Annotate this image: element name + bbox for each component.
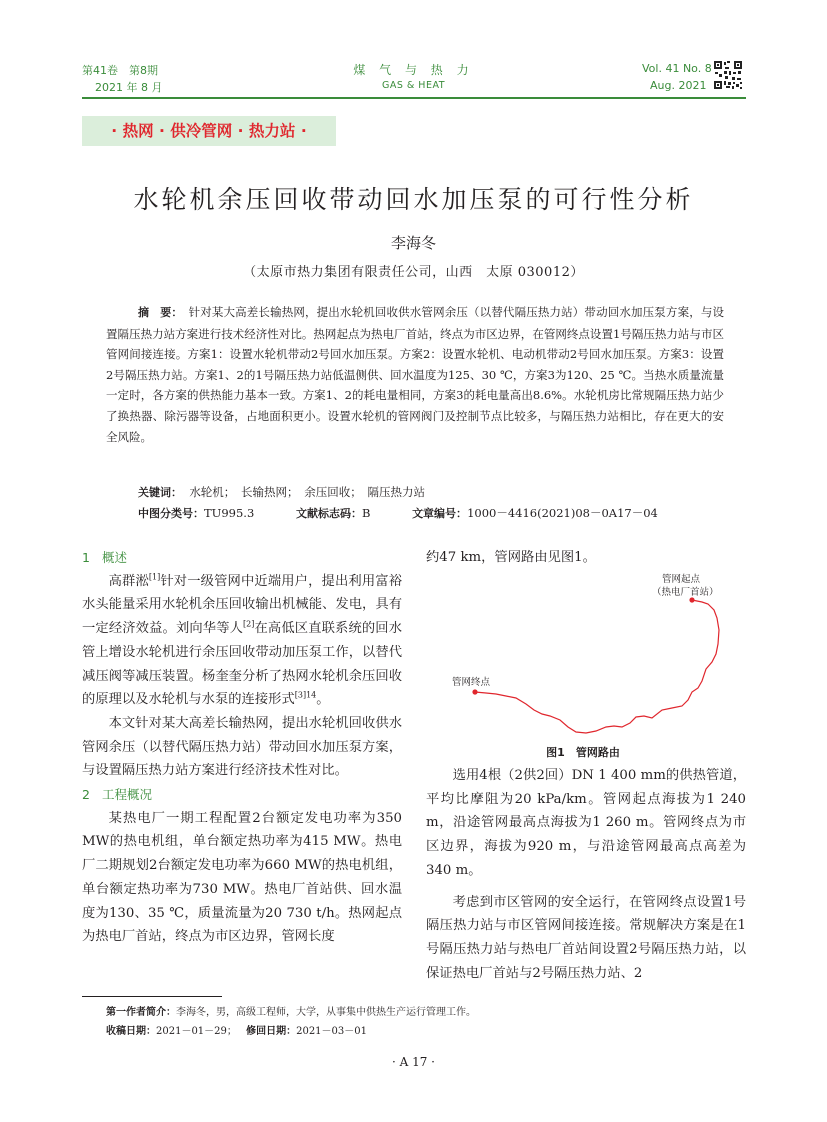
figure-caption: 图1 管网路由 (546, 746, 620, 759)
route-end-label: 管网终点 (452, 677, 491, 688)
journal-title-en: GAS & HEAT (381, 80, 446, 91)
abstract (106, 302, 724, 447)
route-start-sublabel: （热电厂首站） (652, 587, 719, 598)
doc-code-label: 文献标志码： (295, 507, 362, 520)
section-2-paragraph-2: 选用4根（2供2回）DN 1 400 mm的供热管道，平均比摩阻为20 kPa/km。管网起点海拔为1 240 m，沿途管网最高点海拔为1 260 m。管网终点为市区边界，海拔为920 m，与沿途管网最高点高差为340 m。 (426, 768, 746, 878)
clc-label: 中图分类号： (138, 507, 204, 520)
article-number-label: 文章编号： (412, 507, 468, 520)
column-tag: · 热网 · 供冷管网 · 热力站 · (82, 116, 336, 146)
classification (138, 505, 658, 521)
author-affiliation: （太原市热力集团有限责任公司，山西 太原 030012） (243, 265, 584, 280)
section-2-paragraph-1-continued: 约47 km，管网路由见图1。 (426, 550, 596, 565)
section-1-heading: 1 概述 (82, 550, 127, 565)
route-end-point (472, 689, 477, 694)
footnote-rule (82, 996, 222, 997)
section-2-heading: 2 工程概况 (82, 787, 152, 803)
section-2-paragraph-3: 考虑到市区管网的安全运行，在管网终点设置1号隔压热力站与市区管网间接连接。常规解决方案是在1号隔压热力站与热电厂首站间设置2号隔压热力站，以保证热电厂首站与2号隔压热力站、2 (426, 894, 746, 981)
left-column (82, 546, 402, 949)
section-2-paragraph-1: 某热电厂一期工程配置2台额定发电功率为350 MW的热电机组，单台额定热功率为415 MW。热电厂二期规划2台额定发电功率为660 MW的热电机组，单台额定热功率为730 MW。热电厂首站供、回水温度为130、35 ℃，质量流量为20 730 t/h。热网起点为热电厂首站，终点为市区边界，管网长度 (82, 810, 402, 945)
page-number: · A 17 · (391, 1055, 435, 1069)
abstract-text: 针对某大高差长输热网，提出水轮机回收供水管网余压（以替代隔压热力站）带动回水加压泵方案，与设置隔压热力站方案进行技术经济性对比。热网起点为热电厂首站，终点为市区边界，在管网终点设置1号隔压热力站与市区管网间接连接。方案1：设置水轮机带动2号回水加压泵。方案2：设置水轮机、电动机带动2号回水加压泵。方案3：设置2号隔压热力站。方案1、2的1号隔压热力站低温侧供、回水温度为125、30 ℃，方案3为120、25 ℃。当热水质量流量一定时，各方案的供热能力基本一致。方案1、2的耗电量相同，方案3的耗电量高出8.6%。水轮机房比常规隔压热力站少了换热器、除污器等设备，占地面积更小。设置水轮机的管网阀门及控制节点比较多，与隔压热力站相比，存在更大的安全风险。 (106, 305, 725, 444)
section-1-paragraph-1: 高群淞[1]针对一级管网中近端用户，提出利用富裕水头能量采用水轮机余压回收输出机械能、发电，具有一定经济效益。刘向华等人[2]在高低区直联系统的回水管上增设水轮机进行余压回收带动加压泵工作，以替代减压阀等减压装置。杨奎奎分析了热网水轮机余压回收的原理以及水轮机与水泵的连接形式$^{[3]14}$。 (82, 572, 403, 708)
abstract-label: 摘 要： (138, 306, 183, 319)
qr-code-icon (713, 60, 743, 90)
dates: 收稿日期：2021－01－29； 修回日期：2021－03－01 (106, 1026, 367, 1037)
author-name: 李海冬 (390, 234, 436, 252)
right-column-top (426, 546, 746, 570)
keywords-text: 水轮机； 长输热网； 余压回收； 隔压热力站 (189, 485, 426, 499)
section-1-paragraph-2: 本文针对某大高差长输热网，提出水轮机回收供水管网余压（以替代隔压热力站）带动回水加压泵方案，与设置隔压热力站方案进行经济技术性对比。 (82, 715, 402, 779)
article-title: 水轮机余压回收带动回水加压泵的可行性分析 (133, 185, 694, 214)
keywords (138, 484, 425, 500)
route-start-point (689, 597, 694, 602)
journal-title-cn: 煤 气 与 热 力 (353, 63, 474, 77)
clc-value: TU995.3 (204, 506, 255, 520)
keywords-label: 关键词： (138, 486, 182, 499)
route-start-label: 管网起点 (662, 574, 701, 585)
author-bio: 第一作者简介：李海冬，男，高级工程师，大学，从事集中供热生产运行管理工作。 (106, 1007, 476, 1018)
header-volume-en: Vol. 41 No. 8 (642, 62, 712, 75)
pipeline-route-line (475, 600, 719, 733)
header-volume-issue: 第41卷 第8期 (82, 64, 158, 77)
header-rule (82, 97, 746, 99)
article-number-value: 1000－4416(2021)08－0A17－04 (467, 506, 658, 520)
header-date-cn: 2021 年 8 月 (95, 81, 163, 94)
pipeline-route-figure (426, 570, 746, 740)
header-date-en: Aug. 2021 (650, 79, 707, 92)
right-column-bottom (426, 764, 746, 985)
doc-code-value: B (361, 506, 371, 520)
